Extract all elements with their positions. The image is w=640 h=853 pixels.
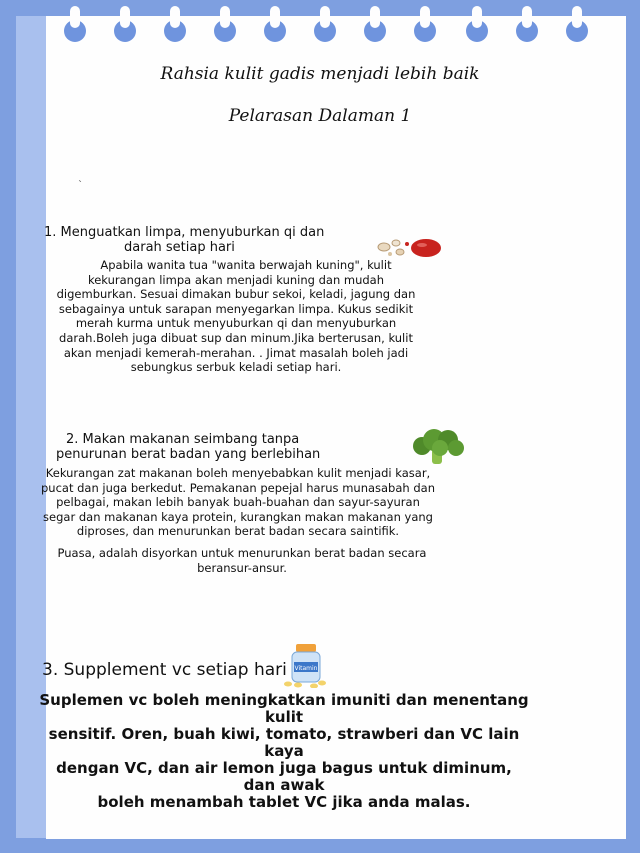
text-line: digemburkan. Sesuai dimakan bubur sekoi, keladi, jagung dan [56, 287, 416, 302]
section2-body [40, 466, 436, 539]
section2-heading-line2: penurunan berat badan yang berlebihan [56, 447, 321, 462]
binding-ring [466, 20, 488, 42]
binding-ring [114, 20, 136, 42]
binding-ring [364, 20, 386, 42]
text-line: Suplemen vc boleh meningkatkan imuniti dan menentang kulit [39, 691, 529, 726]
spiral-binding [64, 20, 594, 46]
binding-ring [264, 20, 286, 42]
stray-mark: ` [78, 180, 83, 191]
text-line: Puasa, adalah disyorkan untuk menurunkan berat badan secara [57, 546, 427, 560]
text-line: pucat dan juga berkedut. Pemakanan pepejal harus munasabah dan [40, 480, 435, 495]
text-line: kekurangan limpa akan menjadi kuning dan mudah [87, 272, 385, 287]
section2-heading-line1: 2. Makan makanan seimbang tanpa [66, 432, 300, 447]
text-line: sebungkus serbuk keladi setiap hari. [130, 360, 342, 375]
page-subtitle: Pelarasan Dalaman 1 [228, 106, 412, 126]
text-line: akan menjadi kemerah-merahan. . Jimat masalah boleh jadi [63, 345, 409, 360]
text-line: pelbagai, makan lebih banyak buah-buahan dan sayur-sayuran [56, 495, 420, 510]
binding-ring [516, 20, 538, 42]
text-line: dengan VC, dan air lemon juga bagus untuk diminum, dan awak [56, 759, 512, 794]
binding-ring [164, 20, 186, 42]
text-line: boleh menambah tablet VC jika anda malas. [97, 793, 471, 811]
text-line: darah.Boleh juga dibuat sup dan minum.Jika berterusan, kulit [59, 330, 413, 345]
section2-heading [56, 432, 320, 462]
page-title: Rahsia kulit gadis menjadi lebih baik [160, 64, 480, 84]
text-line: sebagainya untuk sarapan menyegarkan limpa. Kukus sedikit [58, 301, 414, 316]
binding-ring [566, 20, 588, 42]
bottle-label: Vitamin [294, 665, 318, 672]
section1-heading-line1: 1. Menguatkan limpa, menyuburkan qi dan [44, 225, 325, 240]
binding-ring [214, 20, 236, 42]
section1-heading [44, 225, 324, 255]
text-line: diproses, dan menurunkan berat badan secara saintifik. [76, 524, 400, 539]
text-line: segar dan makanan kaya protein, kurangkan makan makanan yang [43, 509, 433, 524]
text-line: Apabila wanita tua "wanita berwajah kuning", kulit [100, 258, 392, 272]
section1-body [40, 258, 432, 375]
binding-ring [64, 20, 86, 42]
text-line: Kekurangan zat makanan boleh menyebabkan kulit menjadi kasar, [45, 466, 431, 480]
text-line: beransur-ansur. [197, 560, 287, 575]
text-line: merah kurma untuk menyuburkan qi dan menyuburkan [75, 316, 397, 331]
vitamin-bottle-icon [284, 642, 328, 688]
section2-note [44, 546, 440, 575]
section3-heading: 3. Supplement vc setiap hari [42, 660, 287, 680]
binding-ring [414, 20, 436, 42]
section3-body [38, 692, 530, 811]
text-line: sensitif. Oren, buah kiwi, tomato, strawberi dan VC lain kaya [48, 725, 520, 760]
broccoli-icon [410, 428, 466, 466]
section1-heading-line2: darah setiap hari [124, 240, 235, 255]
binding-ring [314, 20, 336, 42]
